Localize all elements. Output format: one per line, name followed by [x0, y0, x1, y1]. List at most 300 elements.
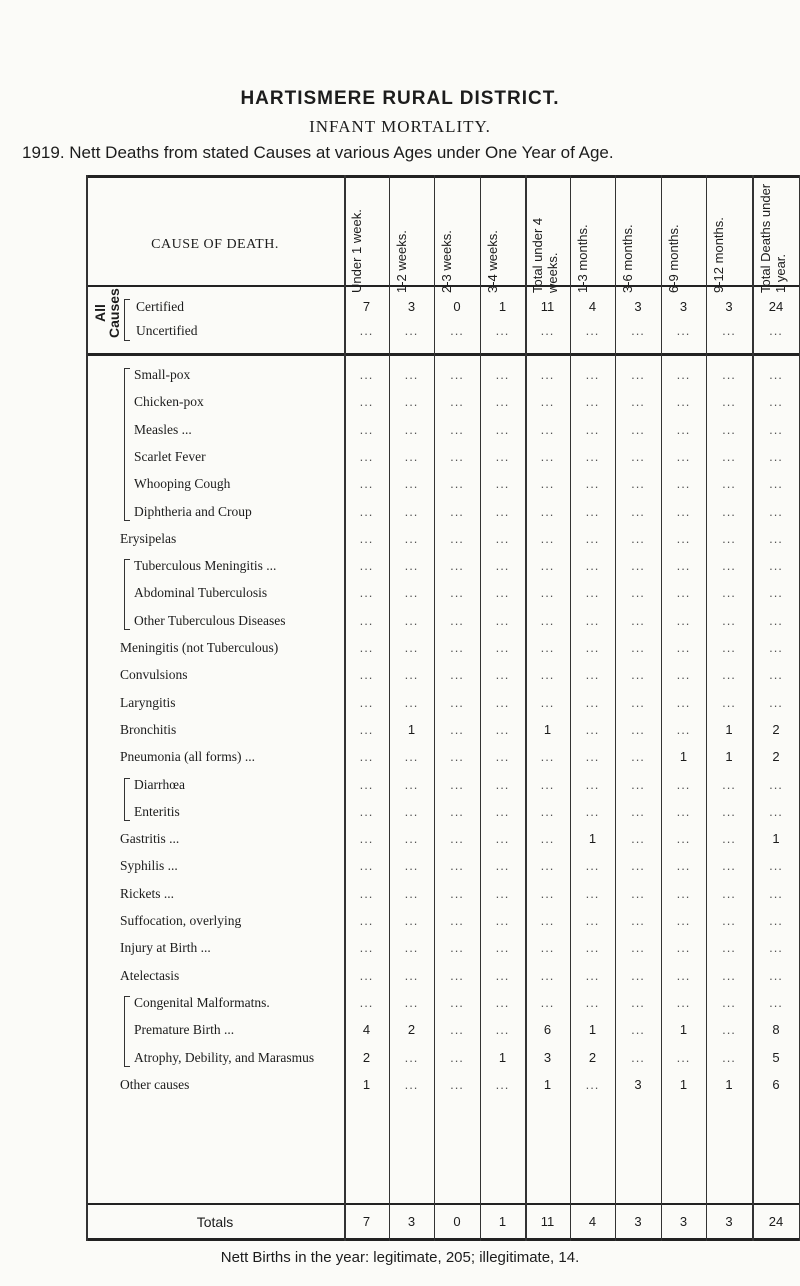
table-cell: ...	[450, 913, 464, 928]
table-cell: 3	[634, 299, 642, 314]
table-cell: ...	[450, 722, 464, 737]
table-cell: ...	[450, 858, 464, 873]
totals-label: Totals	[196, 1214, 234, 1230]
table-cell: 3	[725, 299, 733, 314]
totals-cell: 1	[498, 1214, 507, 1229]
table-cell: ...	[631, 804, 645, 819]
table-cell: ...	[722, 695, 736, 710]
table-cell: ...	[769, 858, 783, 873]
table-cell: ...	[585, 749, 600, 764]
table-cell: ...	[540, 995, 555, 1010]
table-cell: ...	[404, 1050, 419, 1065]
all-causes-label: All Causes	[92, 288, 122, 338]
table-cell: ...	[631, 886, 645, 901]
cause-label: Laryngitis	[120, 695, 176, 710]
table-cell: ...	[540, 968, 555, 983]
table-cell: ...	[540, 613, 555, 628]
cause-row	[0, 966, 800, 986]
table-cell: 1	[772, 831, 780, 846]
table-cell: 1	[543, 1077, 552, 1092]
table-cell: ...	[404, 695, 419, 710]
table-cell: ...	[722, 613, 736, 628]
cause-label: Diphtheria and Croup	[134, 504, 252, 519]
cause-label: Gastritis ...	[120, 831, 180, 846]
table-cell: ...	[769, 667, 783, 682]
table-cell: ...	[495, 449, 510, 464]
table-cell: ...	[359, 422, 374, 437]
table-cell: 11	[540, 299, 555, 314]
table-cell: ...	[676, 940, 691, 955]
page-title: HARTISMERE RURAL DISTRICT.	[240, 88, 560, 109]
all-causes-row	[0, 297, 800, 317]
table-cell: ...	[540, 422, 555, 437]
table-cell: ...	[450, 558, 464, 573]
age-column-header: 1-2 weeks.	[393, 230, 409, 293]
table-cell: ...	[495, 667, 510, 682]
table-cell: ...	[631, 585, 645, 600]
table-cell: ...	[769, 531, 783, 546]
group-bracket	[124, 996, 130, 1067]
age-column-header: Under 1 week.	[348, 209, 364, 293]
table-cell: ...	[359, 613, 374, 628]
table-cell: ...	[359, 968, 374, 983]
table-cell: 1	[362, 1077, 371, 1092]
table-cell: ...	[676, 323, 691, 338]
table-cell: ...	[676, 831, 691, 846]
table-rule	[86, 353, 800, 356]
table-cell: ...	[631, 695, 645, 710]
table-cell: ...	[450, 504, 464, 519]
table-cell: ...	[404, 777, 419, 792]
table-cell: ...	[676, 695, 691, 710]
cause-row	[0, 1075, 800, 1095]
cause-label: Small-pox	[134, 367, 191, 382]
cause-label: Pneumonia (all forms) ...	[120, 749, 255, 764]
table-cell: 3	[407, 299, 416, 314]
cause-label: Atrophy, Debility, and Marasmus	[134, 1050, 315, 1065]
cause-row	[0, 611, 800, 631]
table-cell: ...	[585, 504, 600, 519]
cause-label: Atelectasis	[120, 968, 180, 983]
table-cell: ...	[676, 995, 691, 1010]
group-bracket	[124, 559, 130, 630]
table-cell: ...	[722, 504, 736, 519]
cause-row	[0, 529, 800, 549]
table-cell: ...	[359, 749, 374, 764]
table-cell: ...	[450, 886, 464, 901]
age-column-header: 3-6 months.	[620, 224, 635, 293]
table-cell: ...	[631, 749, 645, 764]
table-cell: 1	[679, 1022, 688, 1037]
totals-cell: 3	[679, 1214, 688, 1229]
table-cell: 2	[407, 1022, 416, 1037]
table-cell: ...	[495, 640, 510, 655]
table-cell: ...	[676, 804, 691, 819]
cause-row	[0, 993, 800, 1013]
table-cell: ...	[540, 667, 555, 682]
table-cell: ...	[631, 504, 645, 519]
table-cell: 3	[634, 1077, 642, 1092]
table-cell: ...	[722, 449, 736, 464]
totals-cell: 3	[407, 1214, 416, 1229]
table-cell: ...	[495, 968, 510, 983]
table-cell: ...	[540, 323, 555, 338]
table-cell: ...	[359, 777, 374, 792]
table-caption: 1919. Nett Deaths from stated Causes at various Ages under One Year of Age.	[22, 143, 614, 162]
table-cell: ...	[359, 449, 374, 464]
table-cell: ...	[495, 613, 510, 628]
table-cell: ...	[450, 695, 464, 710]
table-cell: ...	[722, 913, 736, 928]
table-cell: ...	[631, 422, 645, 437]
table-cell: ...	[359, 504, 374, 519]
table-cell: ...	[540, 640, 555, 655]
table-cell: ...	[722, 585, 736, 600]
table-cell: 1	[679, 749, 688, 764]
age-column-header: Total under 4 weeks.	[529, 217, 560, 293]
table-cell: ...	[631, 394, 645, 409]
table-cell: ...	[631, 913, 645, 928]
cause-of-death-header: CAUSE OF DEATH.	[151, 237, 279, 252]
table-cell: ...	[359, 858, 374, 873]
table-cell: ...	[450, 1050, 464, 1065]
cause-label: Tuberculous Meningitis ...	[134, 558, 277, 573]
table-cell: ...	[404, 613, 419, 628]
table-cell: ...	[359, 695, 374, 710]
table-cell: ...	[404, 640, 419, 655]
cause-label: Scarlet Fever	[134, 449, 206, 464]
table-cell: ...	[722, 422, 736, 437]
all-causes-row	[0, 321, 800, 341]
totals-cell: 24	[768, 1214, 784, 1229]
table-cell: ...	[585, 558, 600, 573]
table-cell: 3	[543, 1050, 552, 1065]
table-cell: ...	[676, 913, 691, 928]
table-cell: ...	[722, 995, 736, 1010]
table-cell: ...	[585, 323, 600, 338]
table-cell: ...	[676, 777, 691, 792]
table-cell: ...	[404, 858, 419, 873]
cause-row	[0, 747, 800, 767]
table-cell: ...	[404, 531, 419, 546]
table-cell: ...	[769, 968, 783, 983]
cause-label: Other Tuberculous Diseases	[134, 613, 286, 628]
cause-row	[0, 938, 800, 958]
table-cell: ...	[769, 504, 783, 519]
table-cell: ...	[450, 667, 464, 682]
cause-label: Bronchitis	[120, 722, 177, 737]
table-cell: ...	[769, 940, 783, 955]
cause-label: Other causes	[120, 1077, 190, 1092]
table-cell: ...	[404, 394, 419, 409]
table-cell: 1	[588, 831, 597, 846]
table-cell: ...	[722, 777, 736, 792]
table-cell: ...	[495, 831, 510, 846]
table-cell: 1	[498, 1050, 507, 1065]
table-cell: ...	[450, 422, 464, 437]
table-cell: ...	[540, 940, 555, 955]
table-cell: ...	[585, 476, 600, 491]
table-cell: ...	[631, 613, 645, 628]
table-cell: ...	[769, 476, 783, 491]
table-cell: ...	[631, 722, 645, 737]
table-cell: ...	[676, 558, 691, 573]
cause-row	[0, 856, 800, 876]
table-rule	[86, 1238, 800, 1241]
cause-row	[0, 392, 800, 412]
totals-cell: 4	[588, 1214, 597, 1229]
cause-label: Enteritis	[134, 804, 180, 819]
table-cell: 1	[588, 1022, 597, 1037]
table-cell: ...	[359, 558, 374, 573]
cause-label: Injury at Birth ...	[120, 940, 211, 955]
table-cell: ...	[676, 449, 691, 464]
table-cell: ...	[404, 667, 419, 682]
table-cell: ...	[631, 995, 645, 1010]
table-cell: ...	[450, 995, 464, 1010]
cause-row	[0, 911, 800, 931]
cause-label: Measles ...	[134, 422, 192, 437]
table-cell: ...	[631, 449, 645, 464]
table-cell: ...	[585, 667, 600, 682]
table-cell: 4	[362, 1022, 371, 1037]
table-cell: 1	[679, 1077, 688, 1092]
table-cell: ...	[722, 886, 736, 901]
table-cell: 6	[543, 1022, 552, 1037]
table-cell: ...	[769, 323, 783, 338]
cause-row	[0, 502, 800, 522]
table-cell: ...	[676, 504, 691, 519]
table-cell: ...	[540, 531, 555, 546]
table-cell: ...	[450, 968, 464, 983]
table-cell: ...	[404, 323, 419, 338]
table-cell: ...	[540, 367, 555, 382]
cause-row	[0, 1048, 800, 1068]
table-cell: ...	[359, 640, 374, 655]
table-cell: ...	[359, 394, 374, 409]
table-cell: ...	[585, 367, 600, 382]
table-cell: ...	[769, 558, 783, 573]
table-cell: ...	[769, 995, 783, 1010]
table-cell: ...	[404, 886, 419, 901]
table-cell: ...	[495, 531, 510, 546]
table-cell: ...	[359, 913, 374, 928]
table-cell: ...	[404, 749, 419, 764]
table-cell: ...	[631, 476, 645, 491]
age-column-header: Total Deaths under 1 year.	[758, 183, 788, 293]
totals-cell: 3	[634, 1214, 642, 1229]
table-cell: ...	[676, 886, 691, 901]
table-cell: ...	[769, 422, 783, 437]
table-cell: ...	[495, 695, 510, 710]
table-cell: ...	[540, 585, 555, 600]
cause-row	[0, 720, 800, 740]
table-cell: 5	[772, 1050, 780, 1065]
table-cell: ...	[769, 913, 783, 928]
table-cell: ...	[359, 367, 374, 382]
table-cell: ...	[631, 858, 645, 873]
table-cell: ...	[495, 777, 510, 792]
cause-row	[0, 829, 800, 849]
group-bracket	[124, 778, 130, 821]
table-cell: ...	[631, 831, 645, 846]
cause-row	[0, 583, 800, 603]
table-cell: ...	[404, 422, 419, 437]
table-cell: 1	[498, 299, 507, 314]
table-cell: ...	[585, 777, 600, 792]
table-cell: ...	[631, 940, 645, 955]
table-cell: ...	[585, 940, 600, 955]
table-cell: 7	[362, 299, 371, 314]
table-cell: ...	[495, 323, 510, 338]
table-cell: ...	[676, 367, 691, 382]
table-cell: ...	[540, 504, 555, 519]
table-cell: ...	[540, 449, 555, 464]
cause-label: Premature Birth ...	[134, 1022, 235, 1037]
age-column-header: 2-3 weeks.	[439, 230, 454, 293]
table-cell: ...	[722, 804, 736, 819]
cause-label: Whooping Cough	[134, 476, 231, 491]
table-cell: ...	[359, 722, 374, 737]
table-rule	[86, 175, 800, 178]
table-cell: ...	[404, 1077, 419, 1092]
table-cell: 1	[725, 1077, 733, 1092]
table-cell: 0	[453, 299, 461, 314]
table-cell: ...	[495, 995, 510, 1010]
table-cell: ...	[450, 777, 464, 792]
mortality-table	[0, 175, 800, 1240]
table-cell: ...	[631, 968, 645, 983]
table-cell: ...	[359, 531, 374, 546]
table-cell: ...	[540, 695, 555, 710]
table-cell: ...	[450, 1077, 464, 1092]
totals-cell: 7	[362, 1214, 371, 1229]
table-cell: ...	[631, 323, 645, 338]
table-cell: 2	[772, 749, 780, 764]
table-cell: ...	[495, 749, 510, 764]
cause-label: Diarrhœa	[134, 777, 185, 792]
table-cell: ...	[540, 558, 555, 573]
table-cell: ...	[495, 1022, 510, 1037]
table-cell: ...	[450, 749, 464, 764]
table-cell: 1	[725, 749, 733, 764]
cause-label: Syphilis ...	[120, 858, 178, 873]
table-cell: ...	[722, 667, 736, 682]
cause-row	[0, 556, 800, 576]
table-cell: ...	[495, 858, 510, 873]
table-cell: ...	[495, 886, 510, 901]
table-cell: ...	[585, 394, 600, 409]
table-cell: ...	[722, 394, 736, 409]
cause-row	[0, 638, 800, 658]
table-cell: ...	[540, 749, 555, 764]
table-cell: ...	[359, 585, 374, 600]
table-cell: ...	[404, 558, 419, 573]
table-cell: ...	[495, 722, 510, 737]
table-cell: ...	[540, 394, 555, 409]
table-cell: ...	[450, 531, 464, 546]
table-cell: ...	[404, 968, 419, 983]
cause-row	[0, 693, 800, 713]
table-cell: ...	[769, 449, 783, 464]
table-cell: ...	[359, 667, 374, 682]
cause-label: Erysipelas	[120, 531, 177, 546]
age-column-header: 9-12 months.	[711, 217, 726, 293]
table-cell: ...	[585, 531, 600, 546]
table-cell: ...	[540, 476, 555, 491]
table-cell: ...	[769, 585, 783, 600]
cause-row	[0, 802, 800, 822]
table-cell: ...	[359, 886, 374, 901]
table-cell: ...	[769, 886, 783, 901]
table-cell: ...	[722, 640, 736, 655]
table-cell: ...	[631, 640, 645, 655]
table-cell: ...	[722, 940, 736, 955]
table-cell: ...	[404, 504, 419, 519]
table-cell: ...	[495, 394, 510, 409]
table-cell: ...	[359, 940, 374, 955]
table-cell: ...	[450, 640, 464, 655]
table-cell: ...	[404, 449, 419, 464]
table-cell: ...	[540, 777, 555, 792]
table-cell: ...	[450, 1022, 464, 1037]
table-cell: ...	[359, 804, 374, 819]
table-cell: 8	[772, 1022, 780, 1037]
cause-row	[0, 1020, 800, 1040]
table-cell: ...	[722, 831, 736, 846]
table-cell: ...	[676, 531, 691, 546]
table-cell: ...	[585, 640, 600, 655]
table-cell: ...	[631, 558, 645, 573]
cause-label: Rickets ...	[120, 886, 174, 901]
cause-label: Certified	[136, 299, 184, 314]
table-cell: ...	[450, 831, 464, 846]
cause-row	[0, 665, 800, 685]
table-cell: ...	[769, 613, 783, 628]
page-subtitle: INFANT MORTALITY.	[309, 117, 491, 136]
table-cell: ...	[404, 585, 419, 600]
table-cell: ...	[450, 449, 464, 464]
table-cell: ...	[722, 1022, 736, 1037]
table-cell: ...	[450, 367, 464, 382]
table-cell: ...	[585, 695, 600, 710]
table-cell: ...	[495, 913, 510, 928]
table-cell: ...	[585, 968, 600, 983]
table-cell: ...	[450, 323, 464, 338]
table-cell: ...	[585, 886, 600, 901]
table-cell: ...	[722, 531, 736, 546]
table-cell: ...	[676, 858, 691, 873]
table-cell: ...	[495, 476, 510, 491]
table-cell: ...	[404, 913, 419, 928]
table-cell: ...	[359, 476, 374, 491]
table-cell: ...	[769, 394, 783, 409]
table-cell: ...	[359, 831, 374, 846]
table-cell: ...	[540, 831, 555, 846]
table-cell: ...	[676, 968, 691, 983]
table-cell: ...	[495, 940, 510, 955]
table-cell: ...	[722, 968, 736, 983]
table-cell: ...	[540, 886, 555, 901]
table-cell: ...	[404, 804, 419, 819]
cause-label: Abdominal Tuberculosis	[134, 585, 268, 600]
table-cell: ...	[722, 858, 736, 873]
table-cell: ...	[631, 367, 645, 382]
table-cell: 3	[679, 299, 688, 314]
table-cell: ...	[631, 777, 645, 792]
cause-row	[0, 884, 800, 904]
table-cell: ...	[722, 476, 736, 491]
